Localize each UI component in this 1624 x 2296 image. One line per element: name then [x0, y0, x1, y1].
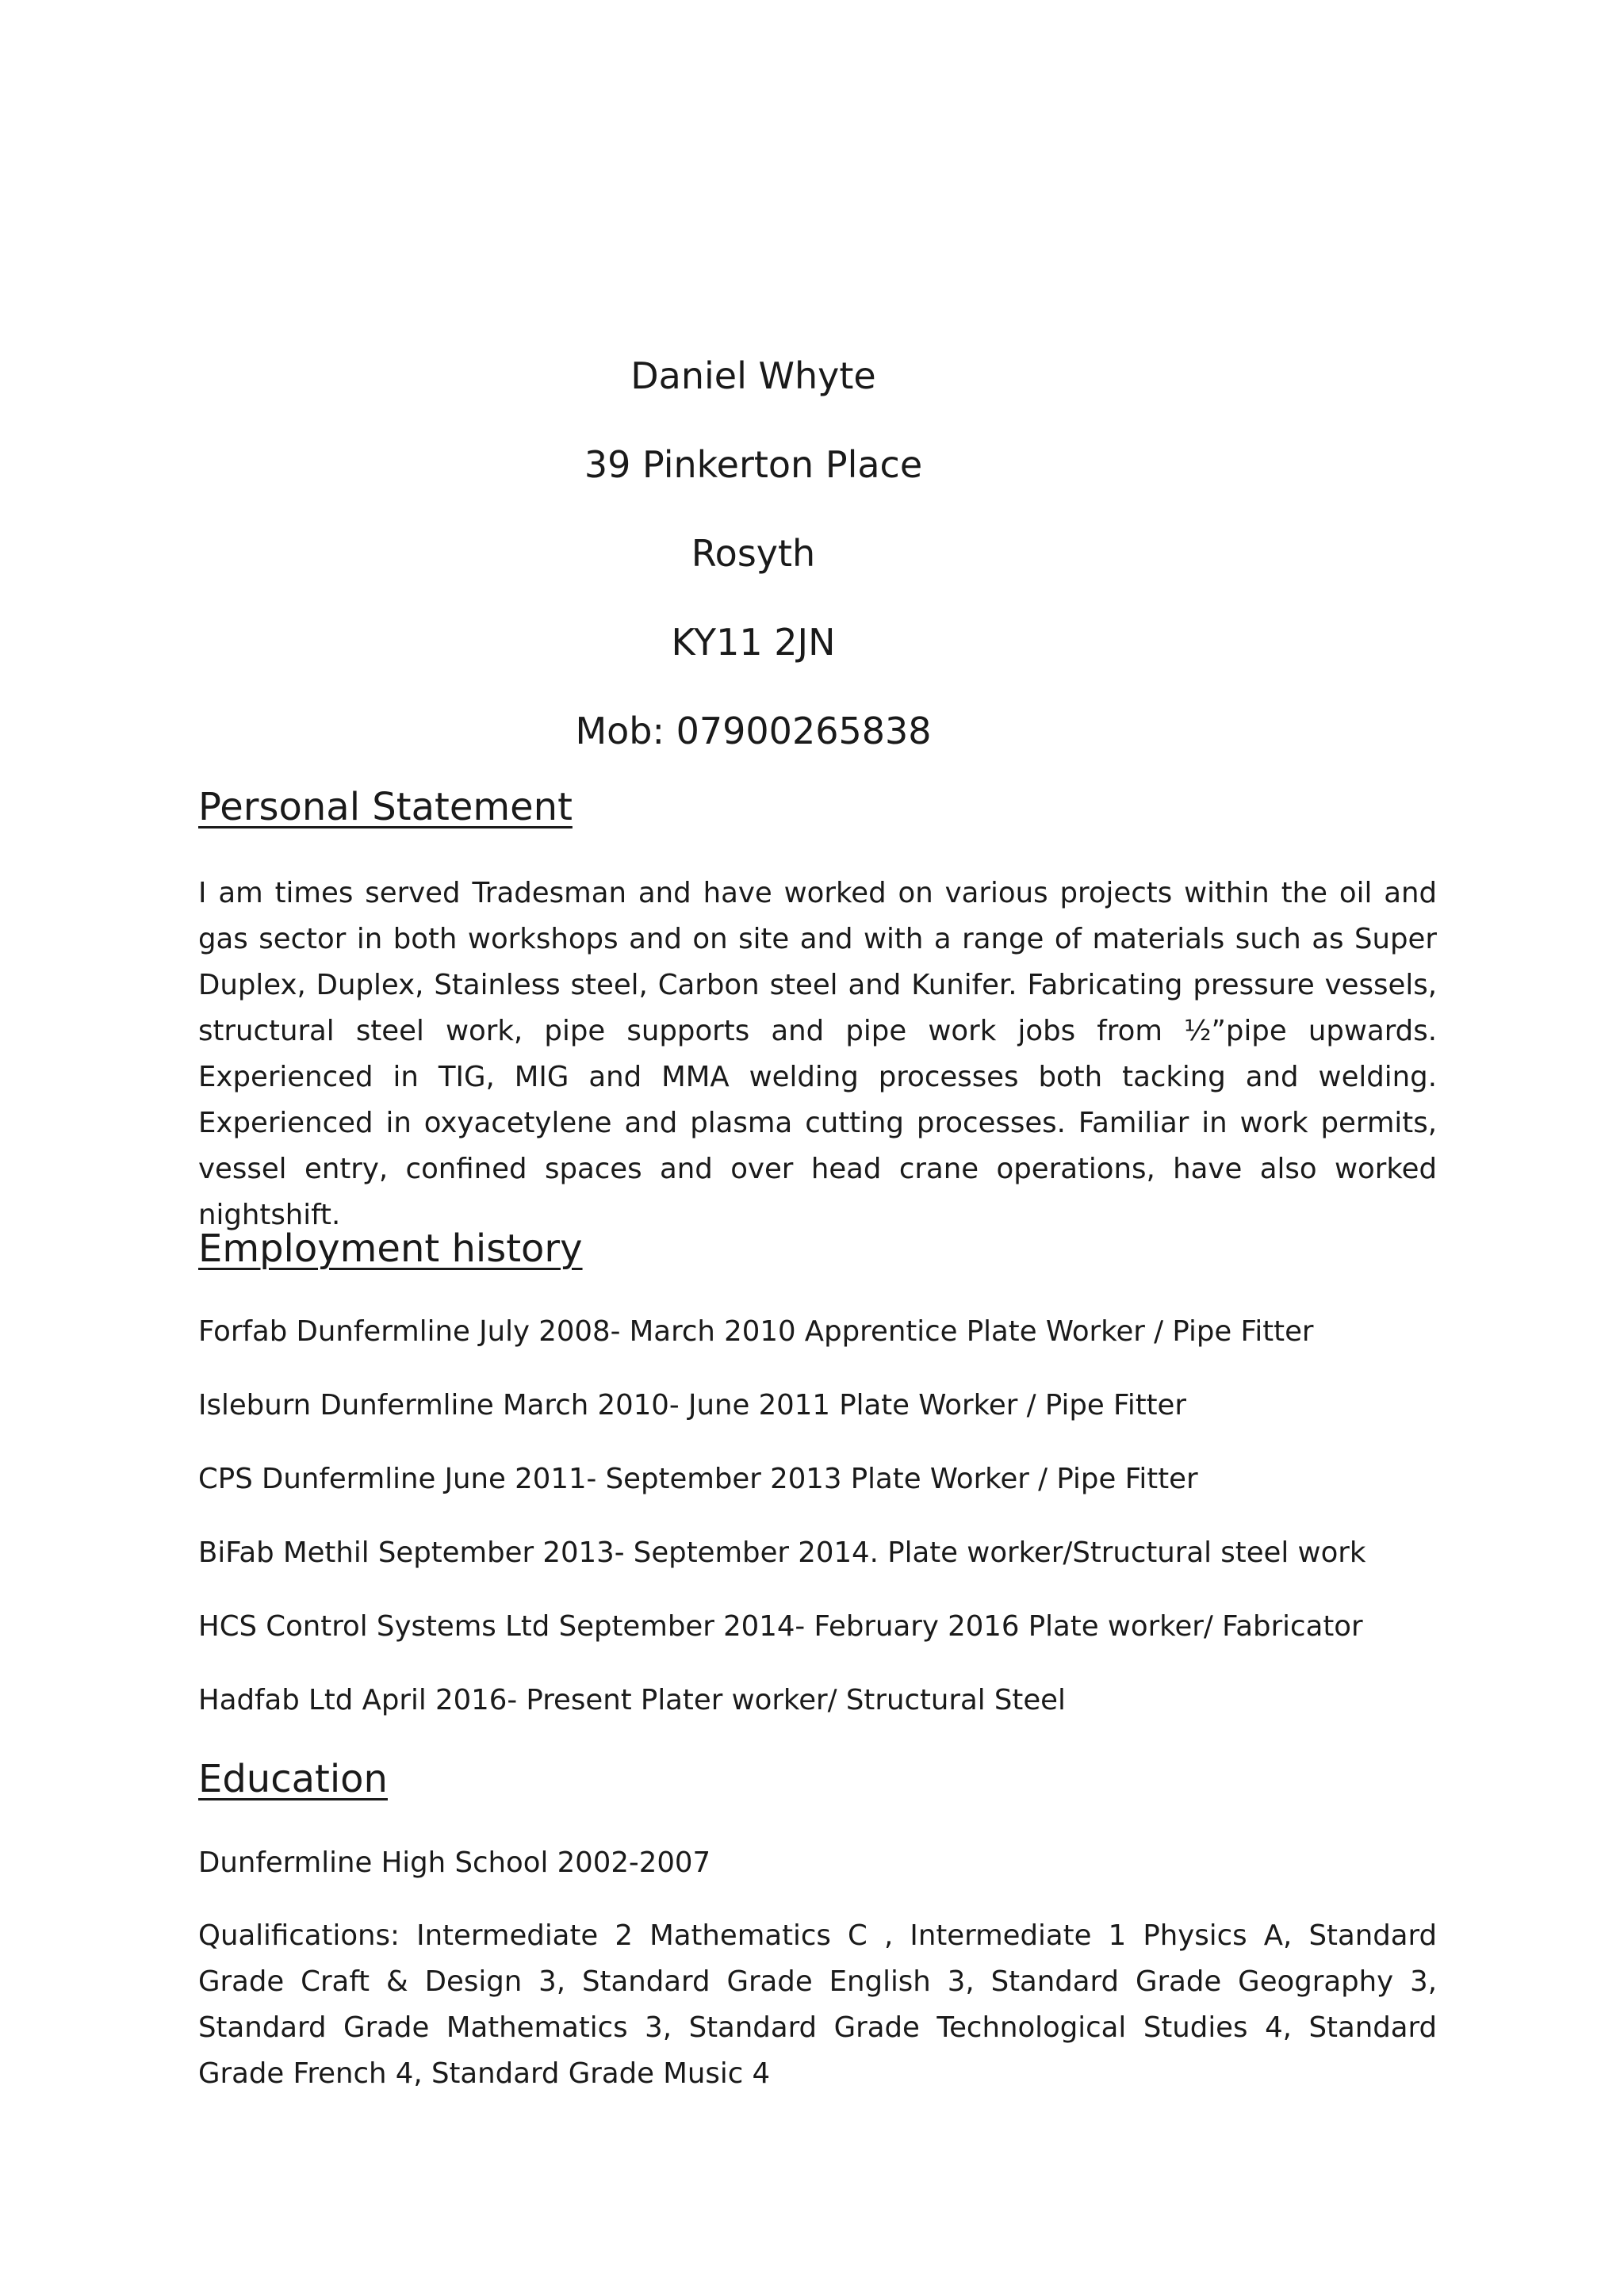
education-qualifications: Qualifications: Intermediate 2 Mathematics C , Intermediate 1 Physics A, Standard Grade Craft & Design 3, Standard Grade English 3, Standard Grade Geography 3, Standard Grade Mathematics 3, Standard Grade Technological Studies 4, Standard Grade French 4, Standard Grade Music 4 — [198, 1919, 1437, 2090]
employment-entry: BiFab Methil September 2013- September 2014. Plate worker/Structural steel work — [198, 1536, 1366, 1569]
personal-statement-section — [198, 785, 1437, 829]
employment-entry: Isleburn Dunfermline March 2010- June 2011 Plate Worker / Pipe Fitter — [198, 1389, 1186, 1422]
personal-statement-heading: Personal Statement — [198, 785, 573, 829]
education-section — [198, 1757, 1437, 1801]
mobile-number: Mob: 07900265838 — [575, 710, 932, 752]
employment-entry: HCS Control Systems Ltd September 2014- February 2016 Plate worker/ Fabricator — [198, 1610, 1363, 1643]
personal-statement-text: I am times served Tradesman and have worked on various projects within the oil and gas sector in both workshops and on site and with a range of materials such as Super Duplex, Duplex, Stainless steel, Carbon steel and Kunifer. Fabricating pressure vessels, structural steel work, pipe supports and pipe work jobs from ½”pipe upwards. Experienced in TIG, MIG and MMA welding processes both tacking and welding. Experienced in oxyacetylene and plasma cutting processes. Familiar in work permits, vessel entry, confined spaces and over head crane operations, have also worked nightshift. — [198, 877, 1437, 1231]
contact-header — [0, 331, 1624, 775]
education-qualifications-block — [198, 1913, 1437, 2097]
education-school: Dunfermline High School 2002-2007 — [198, 1846, 711, 1879]
employment-entry: CPS Dunfermline June 2011- September 2013 Plate Worker / Pipe Fitter — [198, 1463, 1198, 1495]
applicant-name: Daniel Whyte — [630, 354, 876, 397]
personal-statement-body — [198, 871, 1437, 1238]
address-postcode: KY11 2JN — [671, 621, 836, 664]
address-town: Rosyth — [691, 532, 816, 575]
employment-history-section — [198, 1226, 1437, 1271]
education-heading: Education — [198, 1757, 388, 1801]
address-line: 39 Pinkerton Place — [584, 443, 923, 486]
employment-entry: Forfab Dunfermline July 2008- March 2010 Apprentice Plate Worker / Pipe Fitter — [198, 1315, 1314, 1348]
education-school-block — [198, 1840, 1437, 1914]
employment-history-heading: Employment history — [198, 1226, 583, 1271]
employment-list — [198, 1309, 1437, 1751]
employment-entry: Hadfab Ltd April 2016- Present Plater worker/ Structural Steel — [198, 1684, 1066, 1716]
